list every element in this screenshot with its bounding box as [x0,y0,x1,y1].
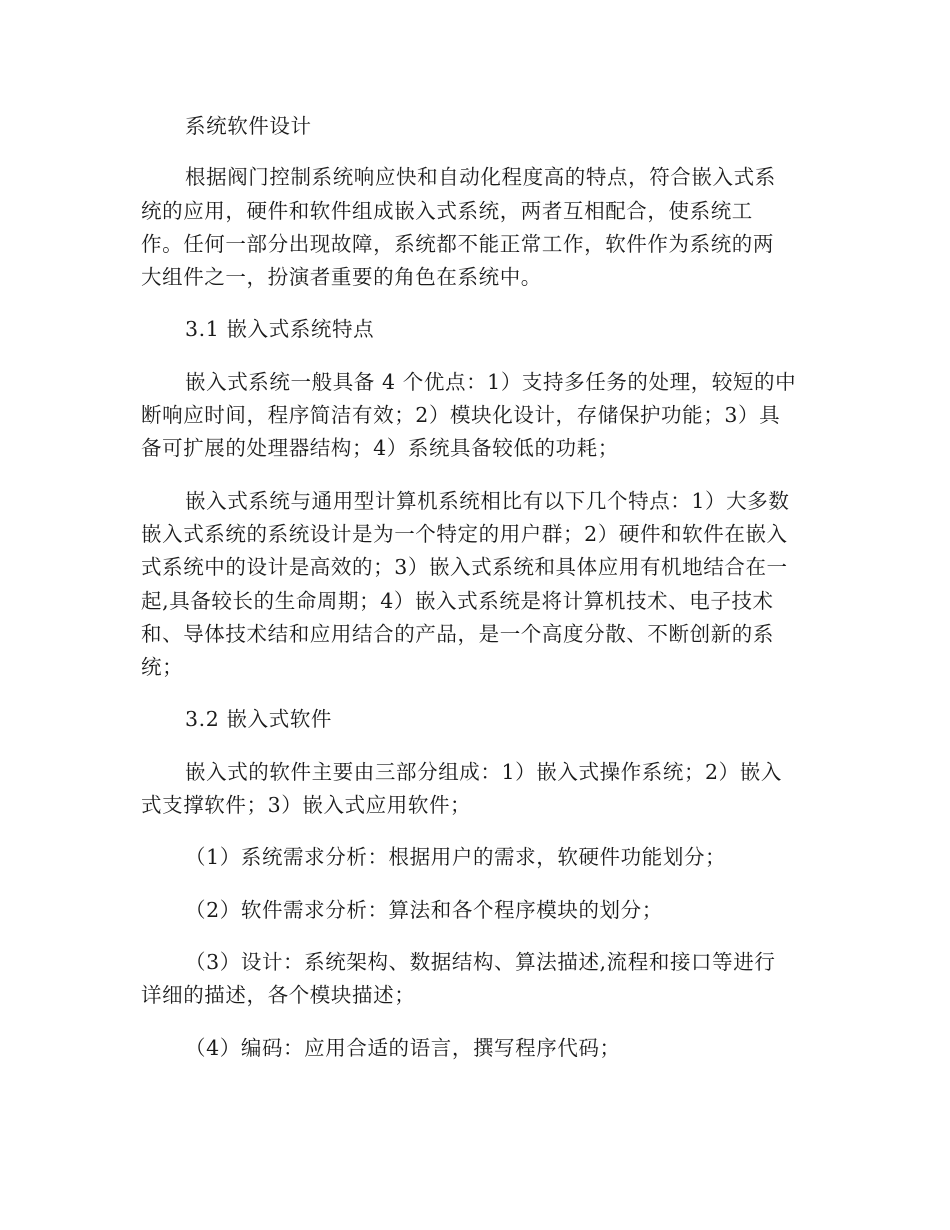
paragraph-overview [141,161,806,294]
paragraph-line: 起,具备较长的生命周期；4）嵌入式系统是将计算机技术、电子技术 [141,588,774,613]
paragraph-line: 根据阀门控制系统响应快和自动化程度高的特点，符合嵌入式系 [185,165,776,190]
list-item-4 [141,1032,806,1065]
heading-line: 3.2 嵌入式软件 [185,707,333,732]
paragraph-line: 大组件之一，扮演者重要的角色在系统中。 [141,265,542,290]
paragraph-characteristics [141,485,806,685]
list-item-line: （3）设计：系统架构、数据结构、算法描述,流程和接口等进行 [185,949,776,974]
list-item-2 [141,894,806,927]
list-item-3 [141,946,806,1013]
paragraph-line: 嵌入式系统与通用型计算机系统相比有以下几个特点：1）大多数 [185,488,790,513]
paragraph-line: 统； [141,655,184,680]
paragraph-line: 断响应时间，程序简洁有效；2）模块化设计，存储保护功能；3）具 [141,403,781,428]
document-content [141,110,806,1065]
heading-line: 系统软件设计 [185,114,312,138]
paragraph-line: 统的应用，硬件和软件组成嵌入式系统，两者互相配合，使系统工 [141,198,753,223]
section-heading-3-2 [141,703,806,736]
paragraph-line: 备可扩展的处理器结构；4）系统具备较低的功耗； [141,436,619,461]
section-heading-3-1 [141,313,806,346]
list-item-line: （2）软件需求分析：算法和各个程序模块的划分； [185,897,663,922]
paragraph-software-composition [141,756,806,823]
list-item-line: （4）编码：应用合适的语言，撰写程序代码； [185,1035,621,1060]
paragraph-line: 式支撑软件；3）嵌入式应用软件； [141,793,472,818]
section-heading-system-software-design [141,110,806,143]
heading-line: 3.1 嵌入式系统特点 [185,317,375,342]
paragraph-advantages [141,366,806,466]
paragraph-line: 嵌入式系统一般具备 4 个优点：1）支持多任务的处理，较短的中 [185,369,797,394]
list-item-line: （1）系统需求分析：根据用户的需求，软硬件功能划分； [185,845,727,870]
paragraph-line: 作。任何一部分出现故障，系统都不能正常工作，软件作为系统的两 [141,231,774,256]
paragraph-line: 式系统中的设计是高效的；3）嵌入式系统和具体应用有机地结合在一 [141,555,788,580]
list-item-line: 详细的描述，各个模块描述； [141,983,416,1008]
paragraph-line: 嵌入式的软件主要由三部分组成：1）嵌入式操作系统；2）嵌入 [185,759,782,784]
list-item-1 [141,841,806,874]
paragraph-line: 和、导体技术结和应用结合的产品，是一个高度分散、不断创新的系 [141,621,774,646]
paragraph-line: 嵌入式系统的系统设计是为一个特定的用户群；2）硬件和软件在嵌入 [141,521,788,546]
